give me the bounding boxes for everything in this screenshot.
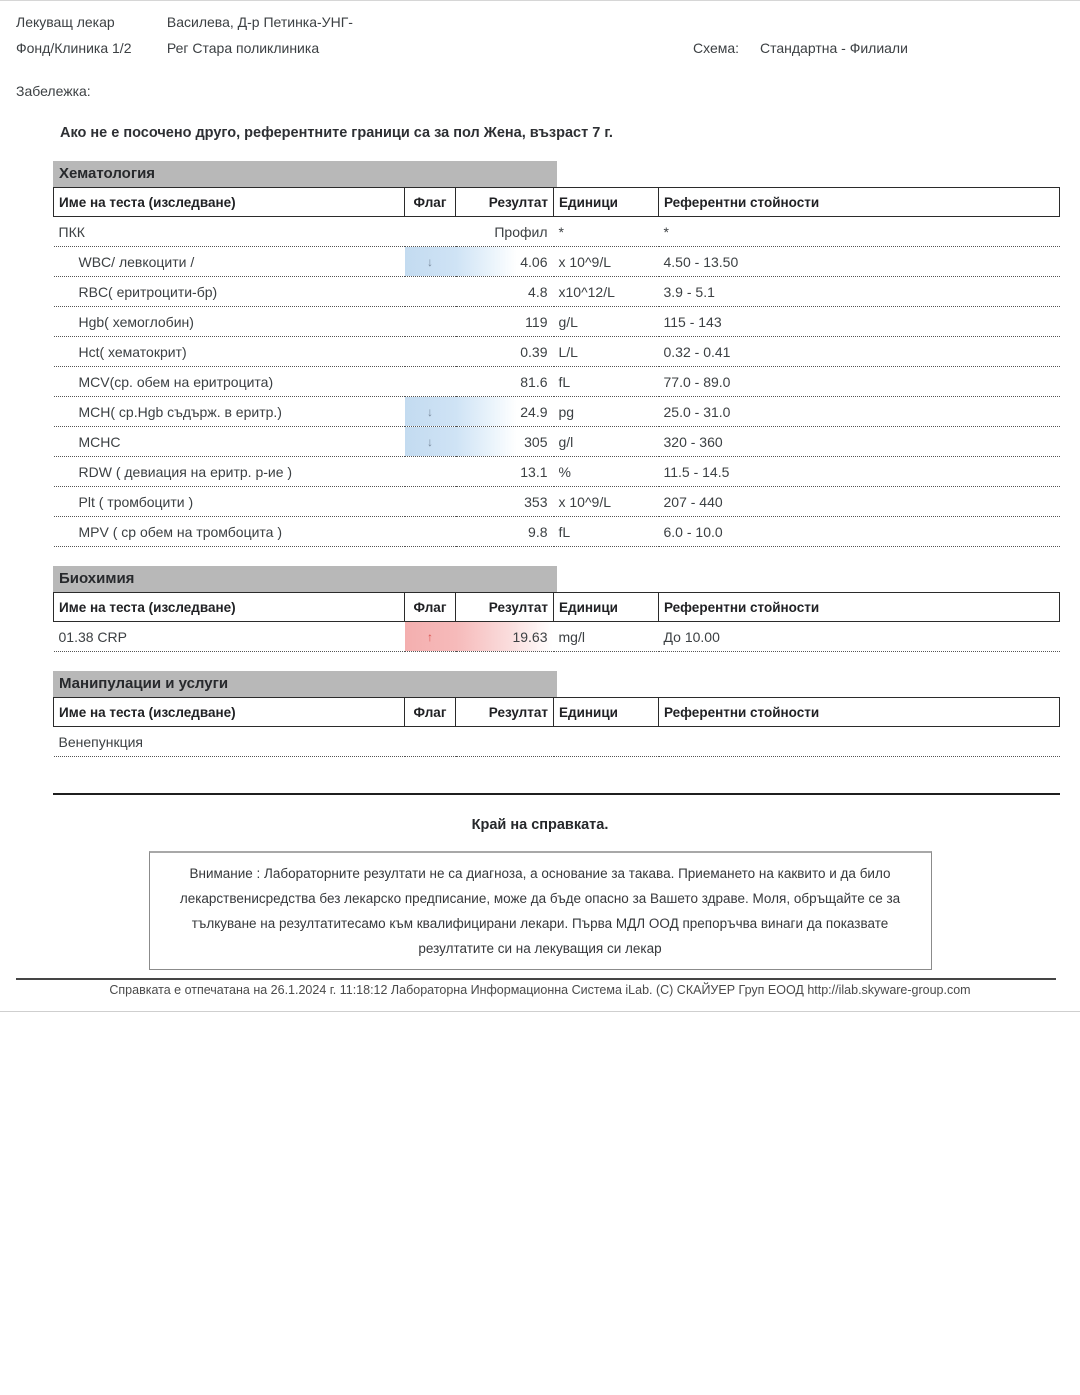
column-header-reference: Референтни стойности [659,188,1060,217]
result-row [54,277,1060,307]
table-head [54,593,1060,622]
test-name-cell: RBC( еритроцити-бр) [54,277,405,307]
column-header-name: Име на теста (изследване) [54,593,405,622]
units-cell: x10^12/L [554,277,659,307]
table-head [54,188,1060,217]
table-body [54,622,1060,652]
results-sections [53,161,1060,757]
reference-note: Ако не е посочено друго, референтните граници са за пол Жена, възраст 7 г. [60,125,613,141]
doctor-row [16,9,1064,35]
flag-cell [405,307,456,337]
result-cell: 305 [456,427,554,457]
column-header-units: Единици [554,188,659,217]
lab-section [53,161,1060,547]
reference-cell: 115 - 143 [659,307,1060,337]
reference-cell: * [659,217,1060,247]
result-row [54,307,1060,337]
units-cell: pg [554,397,659,427]
results-table [53,697,1060,757]
reference-cell: До 10.00 [659,622,1060,652]
column-header-reference: Референтни стойности [659,698,1060,727]
flag-cell [405,247,456,277]
result-row [54,517,1060,547]
printed-info: Справката е отпечатана на 26.1.2024 г. 11:18:12 Лабораторна Информационна Система iLab. (С) СКАЙУЕР Груп ЕООД http://ilab.skyware-group.com [109,983,971,997]
flag-down-icon: ↓ [427,434,433,449]
section-title: Манипулации и услуги [53,671,557,697]
flag-cell [405,487,456,517]
flag-cell [405,457,456,487]
results-table [53,187,1060,547]
reference-cell: 77.0 - 89.0 [659,367,1060,397]
test-name-cell: RDW ( девиация на еритр. р-ие ) [54,457,405,487]
reference-cell: 320 - 360 [659,427,1060,457]
reference-cell: 6.0 - 10.0 [659,517,1060,547]
report-header [0,1,1080,103]
page-break-divider [0,1011,1080,1012]
results-table [53,592,1060,652]
flag-cell [405,517,456,547]
table-body [54,217,1060,547]
lab-section [53,671,1060,757]
units-cell: * [554,217,659,247]
flag-cell [405,397,456,427]
result-cell: 19.63 [456,622,554,652]
column-header-name: Име на теста (изследване) [54,698,405,727]
note-label: Забележка: [16,83,91,99]
reference-cell: 0.32 - 0.41 [659,337,1060,367]
column-header-name: Име на теста (изследване) [54,188,405,217]
column-header-flag: Флаг [405,593,456,622]
lab-section [53,566,1060,652]
result-row [54,367,1060,397]
flag-cell [405,727,456,757]
column-header-flag: Флаг [405,188,456,217]
doctor-label: Лекуващ лекар [16,14,115,30]
flag-cell [405,367,456,397]
units-cell: L/L [554,337,659,367]
reference-cell: 3.9 - 5.1 [659,277,1060,307]
schema-label: Схема: [693,40,740,56]
column-header-reference: Референтни стойности [659,593,1060,622]
result-cell: 81.6 [456,367,554,397]
units-cell: x 10^9/L [554,247,659,277]
test-name-cell: Hgb( хемоглобин) [54,307,405,337]
warning-wrap [0,851,1080,970]
result-row [54,427,1060,457]
result-row [54,727,1060,757]
units-cell [554,727,659,757]
table-body [54,727,1060,757]
units-cell: mg/l [554,622,659,652]
result-row [54,337,1060,367]
flag-cell [405,277,456,307]
header-row [54,698,1060,727]
end-divider [53,793,1060,795]
test-name-cell: WBC/ левкоцити / [54,247,405,277]
reference-cell: 11.5 - 14.5 [659,457,1060,487]
result-cell: 4.06 [456,247,554,277]
header-row [54,593,1060,622]
flag-cell [405,337,456,367]
footer-divider [16,978,1056,980]
result-row [54,487,1060,517]
warning-box: Внимание : Лабораторните резултати не са диагноза, а основание за такава. Приемането на каквито и да било лекарственисредства без лекарско предписание, може да бъде опасно за Вашето здраве. Моля, обръщайте се за тълкуване на резултатитесамо към квалифицирани лекари. Първа МДЛ ООД препоръчва винаги да показвате резултатите си на лекуващия си лекар [149,851,932,970]
result-cell: 0.39 [456,337,554,367]
result-row [54,217,1060,247]
reference-cell [659,727,1060,757]
end-of-report-text: Край на справката. [471,817,609,833]
fund-label: Фонд/Клиника 1/2 [16,40,132,56]
units-cell: fL [554,367,659,397]
test-name-cell: MPV ( ср обем на тромбоцита ) [54,517,405,547]
column-header-result: Резултат [456,698,554,727]
test-name-cell: Венепункция [54,727,405,757]
column-header-result: Резултат [456,593,554,622]
column-header-units: Единици [554,698,659,727]
test-name-cell: Hct( хематокрит) [54,337,405,367]
test-name-cell: MCV(ср. обем на еритроцита) [54,367,405,397]
units-cell: g/L [554,307,659,337]
flag-down-icon: ↓ [427,254,433,269]
units-cell: g/l [554,427,659,457]
result-cell: 9.8 [456,517,554,547]
column-header-flag: Флаг [405,698,456,727]
test-name-cell: MCHC [54,427,405,457]
result-cell: 119 [456,307,554,337]
flag-down-icon: ↓ [427,404,433,419]
section-title: Биохимия [53,566,557,592]
result-row [54,457,1060,487]
result-cell: 13.1 [456,457,554,487]
result-cell: 24.9 [456,397,554,427]
schema-value: Стандартна - Филиали [760,40,908,56]
fund-row [16,35,1064,61]
table-head [54,698,1060,727]
column-header-result: Резултат [456,188,554,217]
reference-cell: 25.0 - 31.0 [659,397,1060,427]
flag-up-icon: ↑ [427,629,433,644]
reference-cell: 207 - 440 [659,487,1060,517]
flag-cell [405,427,456,457]
test-name-cell: ПКК [54,217,405,247]
units-cell: fL [554,517,659,547]
result-cell: 353 [456,487,554,517]
column-header-units: Единици [554,593,659,622]
test-name-cell: Plt ( тромбоцити ) [54,487,405,517]
result-row [54,397,1060,427]
units-cell: % [554,457,659,487]
result-cell: 4.8 [456,277,554,307]
flag-cell [405,622,456,652]
result-cell: Профил [456,217,554,247]
result-row [54,622,1060,652]
test-name-cell: 01.38 CRP [54,622,405,652]
reference-cell: 4.50 - 13.50 [659,247,1060,277]
header-row [54,188,1060,217]
units-cell: x 10^9/L [554,487,659,517]
doctor-value: Василева, Д-р Петинка-УНГ- [166,14,353,30]
section-title: Хематология [53,161,557,187]
result-row [54,247,1060,277]
test-name-cell: MCH( ср.Hgb съдърж. в еритр.) [54,397,405,427]
flag-cell [405,217,456,247]
fund-value: Рег Стара поликлиника [166,40,320,56]
result-cell [456,727,554,757]
